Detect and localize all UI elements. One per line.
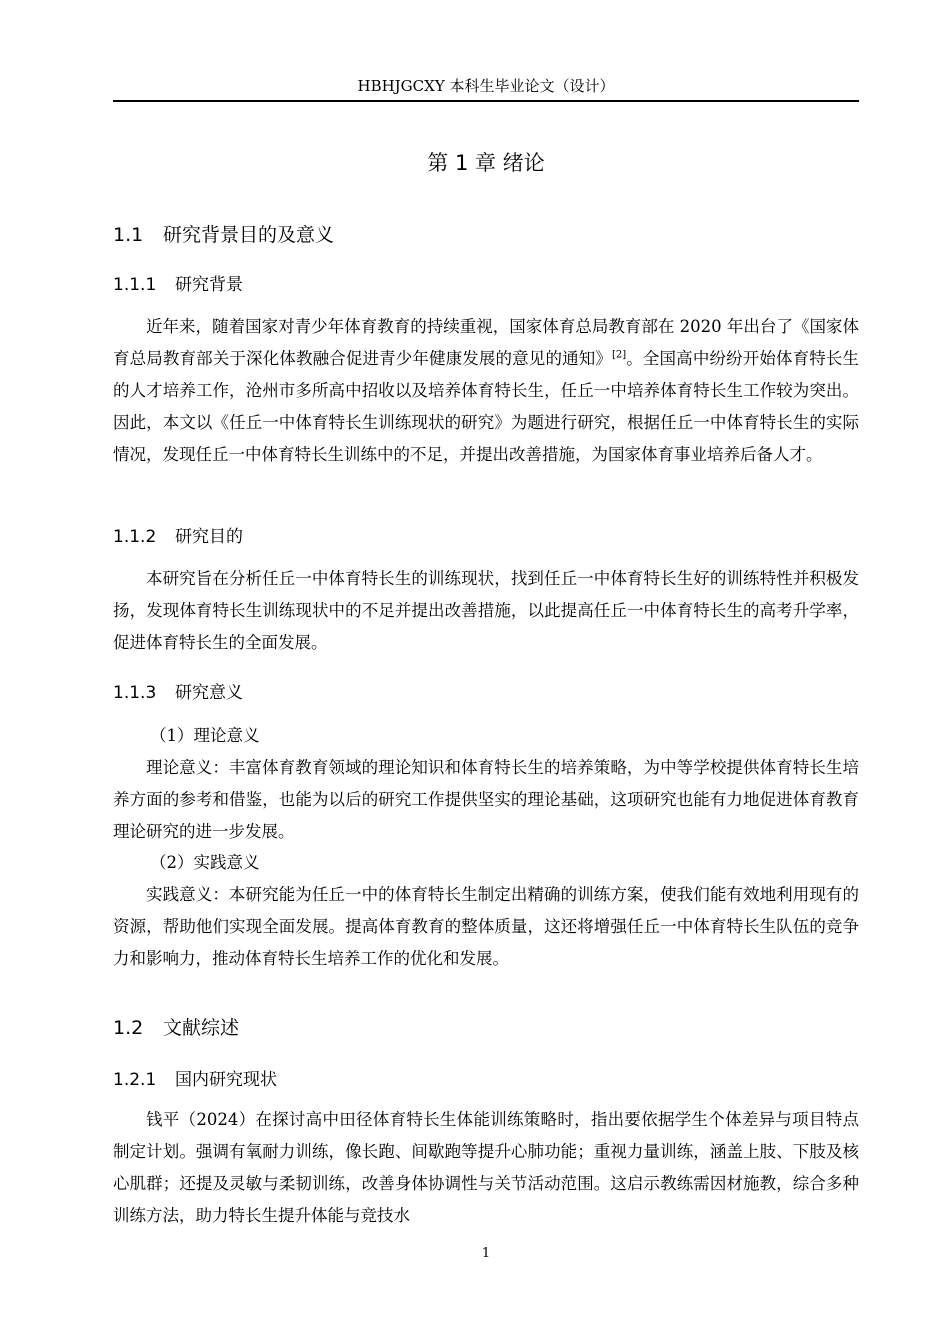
subsection-heading-1-1-1 (113, 272, 243, 298)
subitem-practical: （2）实践意义 (150, 853, 260, 872)
subitem-theoretical: （1）理论意义 (150, 726, 260, 745)
page-number: 1 (481, 1246, 491, 1261)
running-header: HBHJGCXY 本科生毕业论文（设计） (357, 77, 615, 95)
subsection-number: 1.1.2 (113, 527, 157, 547)
section-heading-1-1 (113, 221, 334, 249)
subsection-title: 国内研究现状 (175, 1070, 277, 1090)
subsection-heading-1-1-3 (113, 680, 243, 706)
section-title: 研究背景目的及意义 (163, 224, 335, 246)
subsection-title: 研究背景 (175, 275, 243, 295)
paragraph-domestic-research: 钱平（2024）在探讨高中田径体育特长生体能训练策略时，指出要依据学生个体差异与项目特点制定计划。强调有氧耐力训练，像长跑、间歇跑等提升心肺功能；重视力量训练，涵盖上肢、下肢及核心肌群；还提及灵敏与柔韧训练，改善身体协调性与关节活动范围。这启示教练需因材施教，综合多种训练方法，助力特长生提升体能与竞技水 (113, 1110, 859, 1225)
paragraph-practical-significance: 实践意义：本研究能为任丘一中的体育特长生制定出精确的训练方案，使我们能有效地利用现有的资源，帮助他们实现全面发展。提高体育教育的整体质量，这还将增强任丘一中体育特长生队伍的竞争力和影响力，推动体育特长生培养工作的优化和发展。 (113, 885, 859, 968)
chapter-title: 第 1 章 绪论 (427, 151, 545, 175)
section-heading-1-2 (113, 1014, 239, 1042)
paragraph-text-b: 。全国高中纷纷开始体育特长生的人才培养工作，沧州市多所高中招收以及培养体育特长生，任丘一中培养体育特长生工作较为突出。因此，本文以《任丘一中体育特长生训练现状的研究》为题进行研究，根据任丘一中体育特长生的实际情况，发现任丘一中体育特长生训练中的不足，并提出改善措施，为国家体育事业培养后备人才。 (113, 349, 860, 464)
paragraph-text-a: 近年来，随着国家对青少年体育教育的持续重视，国家体育总局教育部在 2020 年出台了《国家体育总局教育部关于深化体教融合促进青少年健康发展的意见的通知》 (113, 317, 859, 368)
subsection-heading-1-1-2 (113, 524, 243, 550)
paragraph-research-background (113, 311, 859, 471)
subsection-title: 研究意义 (175, 683, 243, 703)
section-number: 1.2 (113, 1017, 144, 1039)
citation-ref: [2] (611, 349, 627, 361)
subsection-number: 1.2.1 (113, 1070, 157, 1090)
subsection-heading-1-2-1 (113, 1067, 277, 1093)
subsection-number: 1.1.3 (113, 683, 157, 703)
section-title: 文献综述 (163, 1017, 240, 1039)
paragraph-theoretical-significance: 理论意义：丰富体育教育领域的理论知识和体育特长生的培养策略，为中等学校提供体育特长生培养方面的参考和借鉴，也能为以后的研究工作提供坚实的理论基础，这项研究也能有力地促进体育教育理论研究的进一步发展。 (113, 758, 859, 841)
subsection-number: 1.1.1 (113, 275, 157, 295)
paragraph-research-purpose: 本研究旨在分析任丘一中体育特长生的训练现状，找到任丘一中体育特长生好的训练特性并积极发扬，发现体育特长生训练现状中的不足并提出改善措施，以此提高任丘一中体育特长生的高考升学率，促进体育特长生的全面发展。 (113, 569, 859, 652)
header-rule (113, 100, 859, 102)
subsection-title: 研究目的 (175, 527, 243, 547)
section-number: 1.1 (113, 224, 144, 246)
